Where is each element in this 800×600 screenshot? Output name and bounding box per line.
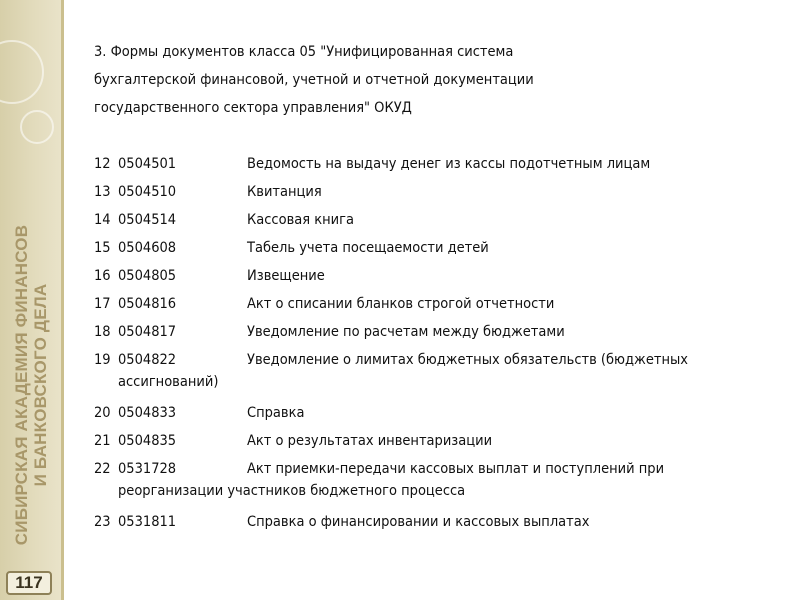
item-number: 19 — [94, 352, 111, 368]
item-number: 14 — [94, 212, 111, 228]
document-name-continuation: ассигнований) — [118, 374, 219, 390]
document-name: Акт о результатах инвентаризации — [247, 433, 493, 449]
list-item — [94, 234, 734, 262]
list-item — [94, 290, 734, 318]
okud-code: 0504816 — [118, 296, 177, 312]
item-number: 18 — [94, 324, 111, 340]
okud-code: 0504510 — [118, 184, 177, 200]
list-item — [94, 262, 734, 290]
heading-line: государственного сектора управления" ОКУД — [94, 100, 412, 116]
list-item — [94, 455, 734, 508]
document-name — [94, 346, 734, 399]
okud-code: 0504608 — [118, 240, 177, 256]
okud-code: 0504501 — [118, 156, 177, 172]
document-name-line: Уведомление о лимитах бюджетных обязательств (бюджетных — [247, 352, 688, 368]
document-name-continuation: реорганизации участников бюджетного процесса — [118, 483, 466, 499]
academy-name-line1: СИБИРСКАЯ АКАДЕМИЯ ФИНАНСОВ — [11, 224, 31, 546]
list-item — [94, 346, 734, 399]
okud-code: 0504805 — [118, 268, 177, 284]
academy-name-line2: И БАНКОВСКОГО ДЕЛА — [30, 283, 50, 487]
heading-line: 3. Формы документов класса 05 "Унифицированная система — [94, 44, 514, 60]
document-name — [94, 455, 734, 508]
heading-line: бухгалтерской финансовой, учетной и отчетной документации — [94, 72, 534, 88]
list-item — [94, 318, 734, 346]
item-number: 13 — [94, 184, 111, 200]
list-item — [94, 178, 734, 206]
document-name: Кассовая книга — [247, 212, 354, 228]
okud-code: 0504822 — [118, 352, 177, 368]
okud-code: 0504817 — [118, 324, 177, 340]
academy-name — [12, 225, 50, 545]
item-number: 15 — [94, 240, 111, 256]
item-number: 12 — [94, 156, 111, 172]
page-number: 117 — [6, 571, 52, 595]
item-number: 22 — [94, 461, 111, 477]
section-heading — [94, 38, 734, 122]
okud-code: 0504514 — [118, 212, 177, 228]
document-name: Справка — [247, 405, 305, 421]
item-number: 23 — [94, 514, 111, 530]
okud-code: 0531728 — [118, 461, 177, 477]
list-item — [94, 399, 734, 427]
decorative-circle — [20, 110, 54, 144]
item-number: 20 — [94, 405, 111, 421]
sidebar-banner — [0, 0, 64, 600]
list-item — [94, 206, 734, 234]
list-item — [94, 427, 734, 455]
list-item — [94, 150, 734, 178]
document-list — [94, 150, 734, 536]
document-name: Справка о финансировании и кассовых выплатах — [247, 514, 590, 530]
item-number: 17 — [94, 296, 111, 312]
slide-content — [94, 38, 734, 536]
okud-code: 0531811 — [118, 514, 177, 530]
document-name: Ведомость на выдачу денег из кассы подотчетным лицам — [247, 156, 651, 172]
document-name: Акт о списании бланков строгой отчетности — [247, 296, 555, 312]
document-name: Извещение — [247, 268, 325, 284]
okud-code: 0504833 — [118, 405, 177, 421]
document-name: Уведомление по расчетам между бюджетами — [247, 324, 565, 340]
document-name-line: Акт приемки-передачи кассовых выплат и поступлений при — [247, 461, 665, 477]
decorative-circle — [0, 40, 44, 104]
list-item — [94, 508, 734, 536]
document-name: Квитанция — [247, 184, 322, 200]
document-name: Табель учета посещаемости детей — [247, 240, 489, 256]
item-number: 21 — [94, 433, 111, 449]
okud-code: 0504835 — [118, 433, 177, 449]
item-number: 16 — [94, 268, 111, 284]
